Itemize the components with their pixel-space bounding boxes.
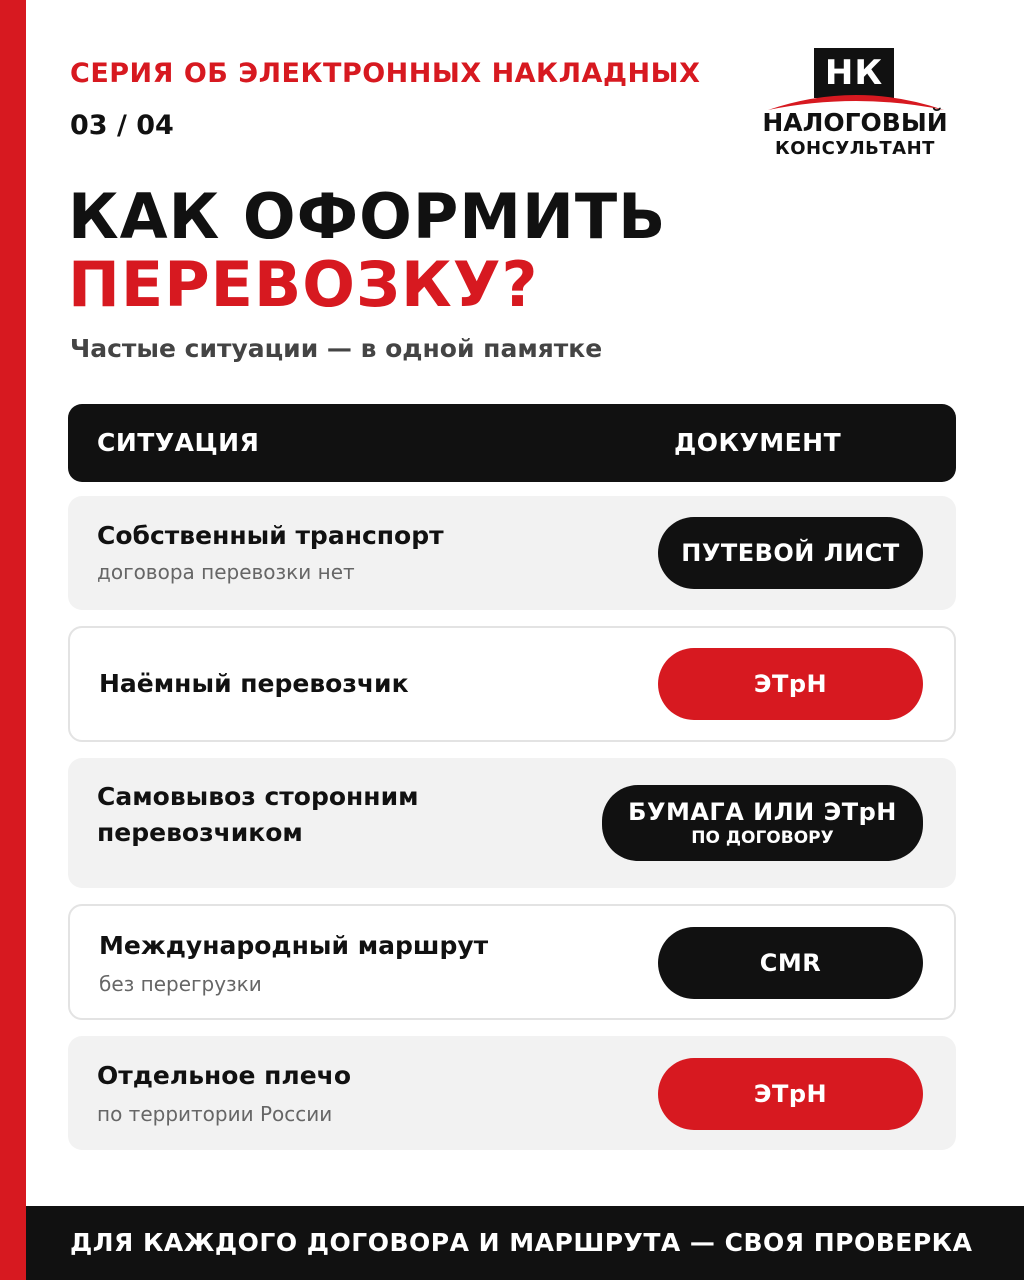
page-counter: 03 / 04 bbox=[70, 110, 174, 141]
document-badge bbox=[602, 785, 923, 861]
table-row bbox=[68, 1036, 956, 1150]
column-header-document: ДОКУМЕНТ bbox=[674, 428, 842, 457]
row-situation-title: Собственный транспорт bbox=[97, 521, 444, 550]
row-situation-title-line1: Самовывоз сторонним bbox=[97, 782, 419, 811]
row-situation-title-line2: перевозчиком bbox=[97, 818, 303, 847]
page-subtitle: Частые ситуации — в одной памятке bbox=[70, 334, 603, 363]
document-badge bbox=[658, 517, 923, 589]
footer-text: ДЛЯ КАЖДОГО ДОГОВОРА И МАРШРУТА — СВОЯ ПРОВЕРКА bbox=[70, 1228, 973, 1257]
table-row bbox=[68, 496, 956, 610]
table-row bbox=[68, 626, 956, 742]
table-row bbox=[68, 904, 956, 1020]
row-situation-note: по территории России bbox=[97, 1102, 333, 1126]
series-label: СЕРИЯ ОБ ЭЛЕКТРОННЫХ НАКЛАДНЫХ bbox=[70, 58, 701, 89]
page-title-line1: КАК ОФОРМИТЬ bbox=[68, 180, 667, 253]
row-situation-title: Наёмный перевозчик bbox=[99, 669, 409, 698]
column-header-situation: СИТУАЦИЯ bbox=[97, 428, 260, 457]
document-badge-label: ЭТрН bbox=[753, 670, 828, 698]
footer-banner bbox=[26, 1206, 1024, 1280]
logo-text-line1: НАЛОГОВЫЙ bbox=[762, 108, 948, 137]
logo-monogram: НК bbox=[814, 48, 894, 98]
row-situation-title: Отдельное плечо bbox=[97, 1061, 351, 1090]
row-situation-note: без перегрузки bbox=[99, 972, 262, 996]
document-badge bbox=[658, 1058, 923, 1130]
left-accent-bar bbox=[0, 0, 26, 1280]
document-badge-label: ПУТЕВОЙ ЛИСТ bbox=[681, 539, 900, 567]
brand-logo bbox=[760, 46, 950, 162]
document-badge-label: CMR bbox=[759, 949, 822, 977]
document-badge-label: БУМАГА ИЛИ ЭТрН bbox=[628, 798, 897, 826]
document-badge-note: ПО ДОГОВОРУ bbox=[691, 828, 834, 848]
page-title-line2: ПЕРЕВОЗКУ? bbox=[68, 248, 539, 321]
document-badge bbox=[658, 927, 923, 999]
row-situation-note: договора перевозки нет bbox=[97, 560, 355, 584]
logo-text-line2: КОНСУЛЬТАНТ bbox=[775, 138, 935, 159]
table-header bbox=[68, 404, 956, 482]
row-situation-title: Международный маршрут bbox=[99, 931, 489, 960]
document-badge-label: ЭТрН bbox=[753, 1080, 828, 1108]
document-badge bbox=[658, 648, 923, 720]
table-row bbox=[68, 758, 956, 888]
